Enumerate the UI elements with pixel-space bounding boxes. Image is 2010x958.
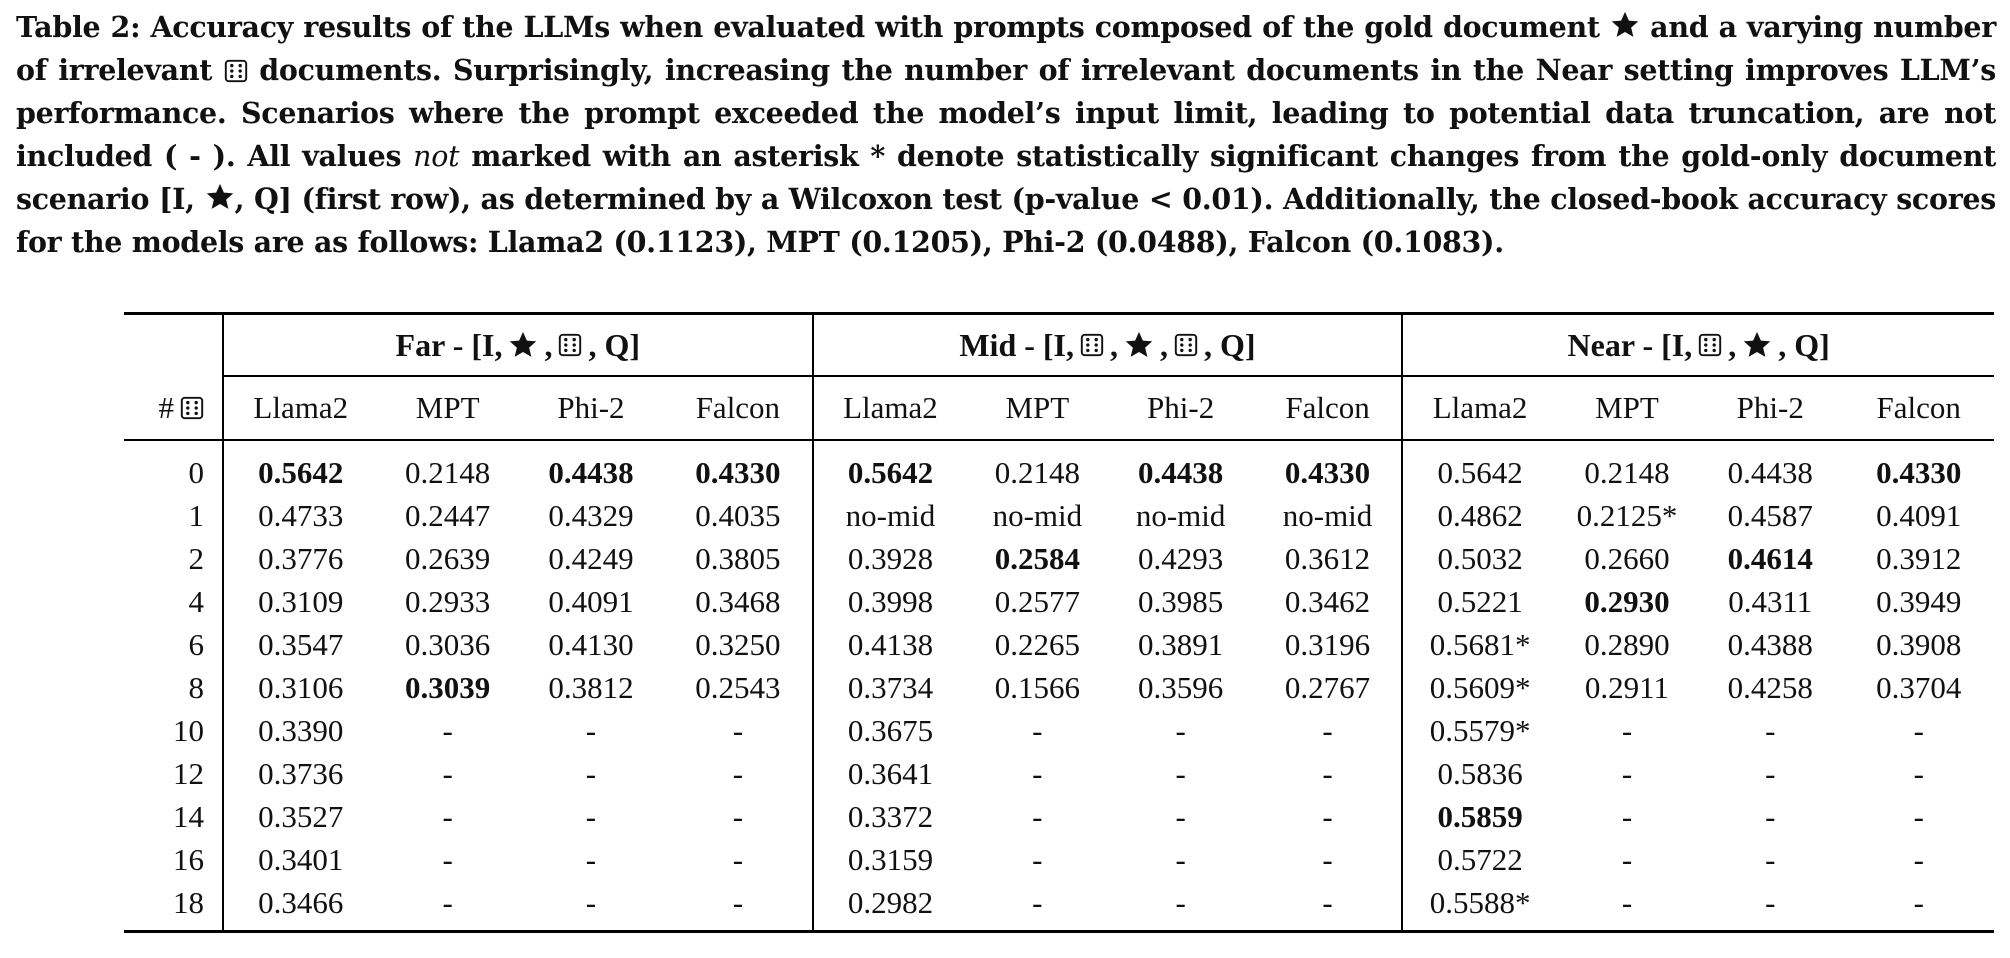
value-cell: 0.3998 <box>847 583 934 619</box>
value-cell: 0.5859 <box>1437 798 1523 834</box>
value-cell: 0.5836 <box>1437 755 1523 791</box>
value-cell: - <box>664 709 812 752</box>
value-cell: - <box>442 755 453 791</box>
model-header-row <box>124 376 1994 440</box>
group-title <box>959 327 1255 364</box>
group-title <box>396 327 640 364</box>
value-cell: 0.3466 <box>223 881 378 932</box>
model-header: Falcon <box>664 376 812 440</box>
value-cell: 0.5579* <box>1429 712 1531 748</box>
value-cell: 0.4329 <box>548 497 634 533</box>
value-cell: 0.2148 <box>994 454 1080 490</box>
value-cell: 0.3596 <box>1138 669 1224 705</box>
value-cell: - <box>1913 712 1924 748</box>
table-body <box>124 440 1994 932</box>
value-cell: - <box>1697 881 1843 932</box>
value-cell: 0.3928 <box>847 540 934 576</box>
dice-six-icon <box>558 333 582 357</box>
value-cell: 0.3704 <box>1876 669 1962 705</box>
group-header-mid <box>813 314 1403 377</box>
model-header: Falcon <box>1254 376 1402 440</box>
value-cell: - <box>1254 881 1402 932</box>
model-header: MPT <box>967 376 1107 440</box>
value-cell: 0.4614 <box>1727 540 1813 576</box>
value-cell: 0.3641 <box>847 755 934 791</box>
value-cell: 0.2911 <box>1584 669 1670 705</box>
value-cell: 0.4388 <box>1727 626 1813 662</box>
value-cell: - <box>442 798 453 834</box>
row-count-cell: 1 <box>124 494 223 537</box>
model-header: Llama2 <box>1402 376 1557 440</box>
group-title-suffix: , Q] <box>588 326 641 363</box>
table-row <box>124 881 1994 932</box>
dice-six-icon <box>1698 333 1722 357</box>
value-cell: - <box>664 795 812 838</box>
value-cell: 0.3776 <box>258 540 344 576</box>
value-cell: - <box>1175 841 1186 877</box>
value-cell: no-mid <box>1254 494 1402 537</box>
value-cell: - <box>1557 881 1697 932</box>
value-cell: - <box>1621 712 1633 748</box>
value-cell: 0.4249 <box>548 540 634 576</box>
value-cell: 0.3891 <box>1138 626 1224 662</box>
value-cell: - <box>1032 755 1043 791</box>
group-title-separator: , <box>1160 326 1168 363</box>
value-cell: - <box>1254 709 1402 752</box>
table-row <box>124 537 1994 580</box>
row-header-prefix: # <box>158 389 174 425</box>
value-cell: 0.5588* <box>1402 881 1557 932</box>
value-cell: - <box>585 712 597 748</box>
group-title-separator: , <box>544 326 553 363</box>
value-cell: 0.3985 <box>1138 583 1224 619</box>
value-cell: 0.4293 <box>1138 540 1224 576</box>
value-cell: - <box>1765 841 1776 877</box>
group-title-suffix: , Q] <box>1778 326 1830 363</box>
value-cell: 0.4733 <box>258 497 344 533</box>
group-title-separator: , <box>1728 326 1737 363</box>
value-cell: - <box>1107 881 1253 932</box>
value-cell: 0.3812 <box>548 669 634 705</box>
dice-six-icon <box>1174 333 1198 357</box>
value-cell: 0.3390 <box>258 712 344 748</box>
value-cell: - <box>518 881 664 932</box>
value-cell: 0.2639 <box>405 540 491 576</box>
row-header-count <box>124 376 223 440</box>
value-cell: 0.4438 <box>548 454 634 490</box>
value-cell: 0.2447 <box>405 497 491 533</box>
value-cell: no-mid <box>992 497 1083 533</box>
value-cell: 0.2543 <box>664 666 812 709</box>
table-row <box>124 838 1994 881</box>
value-cell: 0.2125* <box>1576 497 1678 533</box>
value-cell: 0.2933 <box>405 583 491 619</box>
dice-six-icon <box>1080 333 1104 357</box>
value-cell: 0.3547 <box>258 626 344 662</box>
value-cell: 0.3250 <box>664 623 812 666</box>
value-cell: 0.5722 <box>1437 841 1523 877</box>
value-cell: 0.3527 <box>258 798 344 834</box>
dice-six-icon <box>180 396 204 420</box>
value-cell: - <box>1913 798 1924 834</box>
model-header: Phi-2 <box>1107 376 1253 440</box>
group-title-prefix: Mid - [I, <box>959 326 1074 363</box>
model-header: MPT <box>1557 376 1697 440</box>
value-cell: - <box>1254 752 1402 795</box>
value-cell: 0.2930 <box>1584 583 1670 619</box>
value-cell: 0.4587 <box>1727 497 1813 533</box>
corner-cell <box>124 314 223 377</box>
value-cell: - <box>664 838 812 881</box>
caption-text-3: documents. Surprisingly, increasing the number of irrelevant documents in the Near setting improves LLM’s performance. Scenarios where the prompt exceeded the model’s input limit, leading to potential data truncation, are not included ( - ). All values <box>16 53 1996 173</box>
value-cell: 0.4438 <box>1138 454 1224 490</box>
value-cell: - <box>1913 841 1924 877</box>
table-caption <box>16 6 1996 264</box>
value-cell: - <box>585 755 597 791</box>
value-cell: 0.3675 <box>847 712 934 748</box>
group-header-near <box>1402 314 1994 377</box>
value-cell: 0.5609* <box>1429 669 1531 705</box>
value-cell: - <box>442 712 453 748</box>
value-cell: 0.4330 <box>1876 454 1962 490</box>
value-cell: 0.2577 <box>994 583 1080 619</box>
results-table-container <box>124 312 1994 933</box>
value-cell: - <box>585 841 597 877</box>
value-cell: 0.3039 <box>405 669 491 705</box>
table-row <box>124 709 1994 752</box>
table-row <box>124 795 1994 838</box>
value-cell: 0.5032 <box>1437 540 1523 576</box>
value-cell: - <box>1032 841 1043 877</box>
value-cell: 0.3109 <box>258 583 344 619</box>
star-icon <box>205 182 235 212</box>
value-cell: 0.3372 <box>847 798 934 834</box>
row-count-cell: 0 <box>124 440 223 494</box>
model-header: Llama2 <box>813 376 968 440</box>
value-cell: 0.4330 <box>1254 440 1402 494</box>
value-cell: 0.3949 <box>1876 583 1962 619</box>
value-cell: 0.5642 <box>1437 454 1523 490</box>
caption-label: Table 2: <box>16 10 141 44</box>
value-cell: 0.2767 <box>1254 666 1402 709</box>
value-cell: - <box>1175 755 1186 791</box>
value-cell: - <box>1254 795 1402 838</box>
value-cell: - <box>1621 755 1633 791</box>
value-cell: 0.3468 <box>664 580 812 623</box>
value-cell: - <box>442 841 453 877</box>
value-cell: - <box>967 881 1107 932</box>
caption-text-1: Accuracy results of the LLMs when evaluated with prompts composed of the gold document <box>140 10 1610 44</box>
value-cell: - <box>664 752 812 795</box>
value-cell: no-mid <box>1135 497 1226 533</box>
value-cell: 0.5642 <box>847 454 934 490</box>
table-row <box>124 752 1994 795</box>
value-cell: 0.2148 <box>1584 454 1670 490</box>
value-cell: 0.4258 <box>1727 669 1813 705</box>
row-count-cell: 4 <box>124 580 223 623</box>
star-icon <box>1742 330 1772 360</box>
caption-text-2: and a varying number of irrelevant <box>16 10 1996 87</box>
value-cell: 0.3612 <box>1254 537 1402 580</box>
value-cell: 0.3196 <box>1254 623 1402 666</box>
value-cell: 0.3736 <box>258 755 344 791</box>
value-cell: - <box>1621 798 1633 834</box>
row-count-cell: 14 <box>124 795 223 838</box>
caption-italic-not: not <box>413 140 460 173</box>
group-title-suffix: , Q] <box>1204 326 1256 363</box>
value-cell: - <box>1032 712 1043 748</box>
group-title-separator: , <box>1110 326 1118 363</box>
value-cell: - <box>1621 841 1633 877</box>
value-cell: - <box>664 881 812 932</box>
star-icon <box>1124 330 1154 360</box>
group-title-prefix: Near - [I, <box>1567 326 1693 363</box>
value-cell: 0.4311 <box>1728 583 1813 619</box>
value-cell: - <box>1175 798 1186 834</box>
row-count-cell: 2 <box>124 537 223 580</box>
value-cell: 0.3805 <box>664 537 812 580</box>
value-cell: 0.5221 <box>1437 583 1523 619</box>
row-count-cell: 6 <box>124 623 223 666</box>
value-cell: 0.3734 <box>847 669 934 705</box>
table-row <box>124 623 1994 666</box>
value-cell: - <box>1254 838 1402 881</box>
value-cell: 0.3462 <box>1254 580 1402 623</box>
value-cell: no-mid <box>845 497 936 533</box>
row-count-cell: 16 <box>124 838 223 881</box>
value-cell: - <box>1843 881 1994 932</box>
value-cell: 0.3159 <box>847 841 934 877</box>
model-header: Phi-2 <box>1697 376 1843 440</box>
value-cell: 0.5681* <box>1429 626 1531 662</box>
model-header: Llama2 <box>223 376 378 440</box>
row-count-cell: 18 <box>124 881 223 932</box>
group-header-far <box>223 314 813 377</box>
row-count-cell: 12 <box>124 752 223 795</box>
value-cell: - <box>585 798 597 834</box>
value-cell: 0.2890 <box>1584 626 1670 662</box>
value-cell: 0.3036 <box>405 626 491 662</box>
group-title <box>1568 327 1830 364</box>
value-cell: 0.4862 <box>1437 497 1523 533</box>
row-count-cell: 8 <box>124 666 223 709</box>
table-row <box>124 494 1994 537</box>
table-row <box>124 580 1994 623</box>
value-cell: - <box>378 881 518 932</box>
value-cell: 0.3106 <box>258 669 344 705</box>
value-cell: 0.3912 <box>1876 540 1962 576</box>
value-cell: - <box>1032 798 1043 834</box>
value-cell: 0.3908 <box>1876 626 1962 662</box>
model-header: Falcon <box>1843 376 1994 440</box>
results-table <box>124 312 1994 933</box>
model-header: Phi-2 <box>518 376 664 440</box>
dice-six-icon <box>224 59 248 83</box>
value-cell: - <box>1913 755 1924 791</box>
caption-text-5: marked with an asterisk * denote statistically significant changes from the gold-only document scenario [I, <box>16 139 1996 216</box>
value-cell: 0.2584 <box>994 540 1080 576</box>
value-cell: 0.1566 <box>994 669 1080 705</box>
value-cell: 0.4330 <box>664 440 812 494</box>
value-cell: 0.2982 <box>813 881 968 932</box>
group-header-row <box>124 314 1994 377</box>
value-cell: - <box>1765 712 1776 748</box>
value-cell: 0.2265 <box>994 626 1080 662</box>
value-cell: 0.3401 <box>258 841 344 877</box>
value-cell: 0.4130 <box>548 626 634 662</box>
table-row <box>124 440 1994 494</box>
caption-text-6: , Q] (first row), as determined by a Wilcoxon test (p-value < 0.01). Additionally, the closed-book accuracy scores for the models are as follows: Llama2 (0.1123), MPT (0.1205), Phi-2 (0.0488), Falcon (0.1083). <box>16 182 1996 259</box>
star-icon <box>1610 10 1640 40</box>
value-cell: 0.4035 <box>664 494 812 537</box>
value-cell: 0.4438 <box>1727 454 1813 490</box>
value-cell: 0.2148 <box>405 454 491 490</box>
value-cell: - <box>1765 798 1776 834</box>
value-cell: 0.4091 <box>1876 497 1962 533</box>
value-cell: 0.2660 <box>1584 540 1670 576</box>
table-row <box>124 666 1994 709</box>
group-title-prefix: Far - [I, <box>395 326 503 363</box>
value-cell: 0.5642 <box>258 454 344 490</box>
value-cell: 0.4138 <box>847 626 934 662</box>
star-icon <box>508 330 538 360</box>
row-count-cell: 10 <box>124 709 223 752</box>
model-header: MPT <box>378 376 518 440</box>
value-cell: 0.4091 <box>548 583 634 619</box>
value-cell: - <box>1765 755 1776 791</box>
value-cell: - <box>1175 712 1186 748</box>
